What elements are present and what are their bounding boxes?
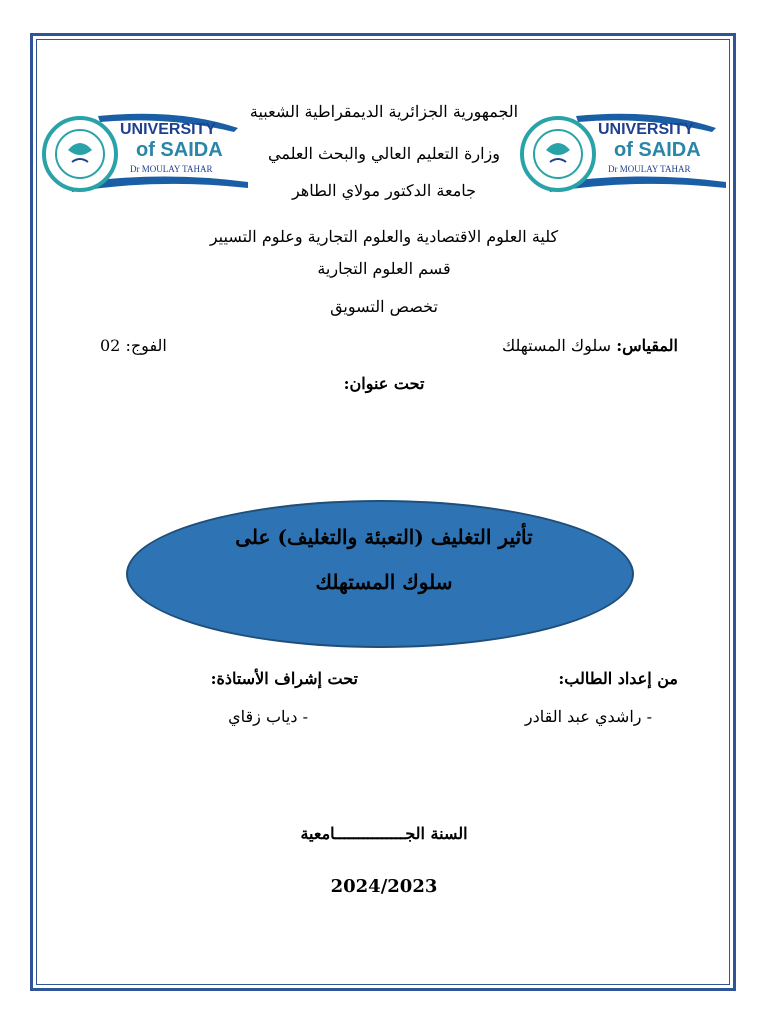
- logo-saida-text: of SAIDA: [136, 139, 223, 161]
- module-row: [502, 335, 678, 357]
- supervisor-label: تحت إشراف الأستاذة:: [210, 669, 358, 688]
- ministry-line: وزارة التعليم العالي والبحث العلمي: [268, 144, 500, 163]
- faculty-line: كلية العلوم الاقتصادية والعلوم التجارية وعلوم التسيير: [209, 227, 559, 246]
- university-line: جامعة الدكتور مولاي الطاهر: [291, 181, 477, 200]
- title-label: تحت عنوان:: [343, 374, 425, 393]
- logo-university-text: UNIVERSITY: [598, 121, 695, 138]
- group-row: [100, 335, 167, 357]
- student-name: - راشدي عبد القادر: [524, 707, 652, 726]
- logo-university-text: UNIVERSITY: [120, 121, 217, 138]
- group-label: الفوج:: [125, 336, 167, 355]
- student-label: من إعداد الطالب:: [558, 669, 678, 688]
- department-line: قسم العلوم التجارية: [317, 259, 451, 278]
- module-value: سلوك المستهلك: [502, 336, 612, 355]
- module-label: المقياس:: [616, 336, 678, 355]
- logo-moulay-text: Dr MOULAY TAHAR: [608, 164, 691, 174]
- title-line-2: سلوك المستهلك: [315, 570, 453, 594]
- title-line-1: تأثير التغليف (التعبئة والتغليف) على: [235, 525, 533, 549]
- group-value: 02: [100, 336, 121, 355]
- supervisor-name: - دياب زقاي: [228, 707, 308, 726]
- republic-line: الجمهورية الجزائرية الديمقراطية الشعبية: [249, 102, 519, 121]
- logo-saida-text: of SAIDA: [614, 139, 701, 161]
- academic-year-label: السنة الجـــــــــــــــامعية: [300, 824, 468, 843]
- logo-moulay-text: Dr MOULAY TAHAR: [130, 164, 213, 174]
- academic-year-value: 2024/2023: [330, 876, 438, 897]
- specialty-line: تخصص التسويق: [330, 297, 438, 316]
